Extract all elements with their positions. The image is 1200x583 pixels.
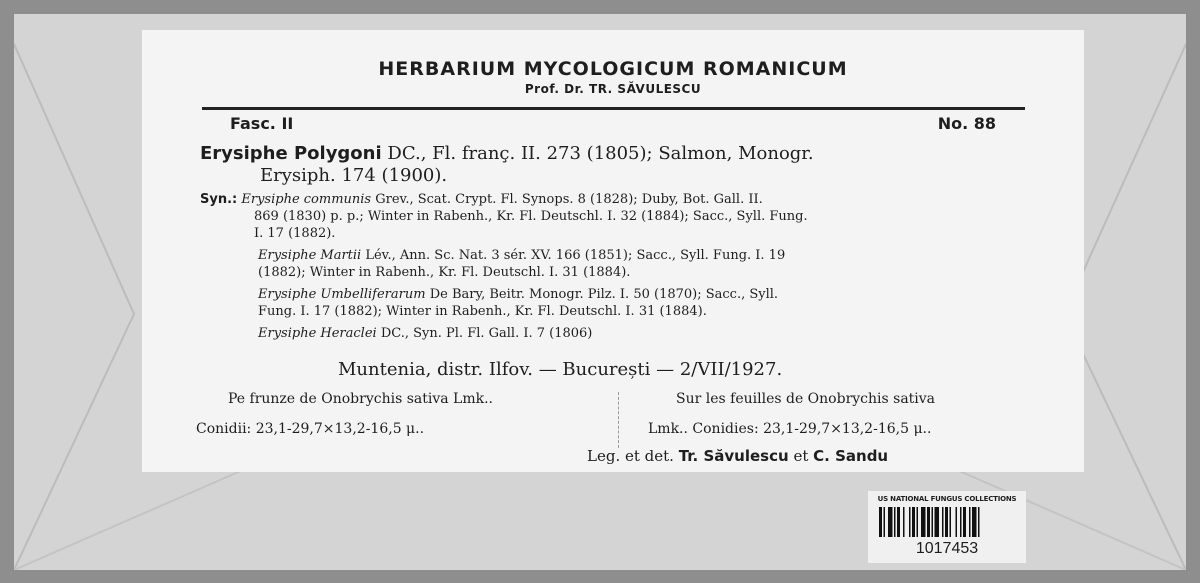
host-romanian: Pe frunze de Onobrychis sativa Lmk.. (228, 391, 493, 407)
species-citation: DC., Fl. franç. II. 273 (1805); Salmon, Monogr. (387, 143, 814, 164)
specimen-label (142, 30, 1084, 472)
herbarium-title: HERBARIUM MYCOLOGICUM ROMANICUM (378, 58, 848, 80)
species-citation-continued: Erysiph. 174 (1900). (260, 165, 448, 186)
synonym-4-name: Erysiphe Heraclei (258, 326, 377, 341)
synonym-2-line-2: (1882); Winter in Rabenh., Kr. Fl. Deutschl. I. 31 (1884). (258, 265, 631, 280)
synonym-3-line-1: Erysiphe Umbelliferarum De Bary, Beitr. Monogr. Pilz. I. 50 (1870); Sacc., Syll. (258, 287, 779, 302)
barcode-caption: US NATIONAL FUNGUS COLLECTIONS (877, 495, 1017, 503)
collector-2: C. Sandu (813, 447, 889, 465)
conidia-romanian: Conidii: 23,1-29,7×13,2-16,5 μ.. (196, 421, 425, 437)
conidia-french: Lmk.. Conidies: 23,1-29,7×13,2-16,5 μ.. (648, 421, 932, 437)
synonym-1-line-1: Syn.: Erysiphe communis Grev., Scat. Crypt. Fl. Synops. 8 (1828); Duby, Bot. Gall. II. (200, 192, 763, 207)
fascicle-label: Fasc. II (230, 114, 294, 133)
species-name: Erysiphe Polygoni (200, 143, 382, 164)
species-line (200, 143, 814, 164)
curator-name: Prof. Dr. TR. SĂVULESCU (524, 82, 702, 96)
synonym-2-line-1: Erysiphe Martii Lév., Ann. Sc. Nat. 3 sér. XV. 166 (1851); Sacc., Syll. Fung. I. 19 (258, 248, 786, 263)
synonyms-label: Syn.: (200, 192, 238, 207)
synonym-4-line-1: Erysiphe Heraclei DC., Syn. Pl. Fl. Gall. I. 7 (1806) (258, 326, 593, 341)
collector-1: Tr. Săvulescu (678, 447, 789, 465)
specimen-number: No. 88 (937, 114, 996, 133)
herbarium-envelope (14, 14, 1186, 570)
collectors-line: Leg. et det. Tr. Săvulescu et C. Sandu (587, 447, 889, 465)
host-french: Sur les feuilles de Onobrychis sativa (676, 391, 936, 407)
synonym-1-name: Erysiphe communis (241, 192, 372, 207)
synonym-1-line-2: 869 (1830) p. p.; Winter in Rabenh., Kr. Fl. Deutschl. I. 32 (1884); Sacc., Syll. Fung. (254, 209, 808, 224)
locality: Muntenia, distr. Ilfov. — București — 2/VII/1927. (338, 359, 783, 380)
header-rule (202, 107, 1025, 110)
synonym-2-name: Erysiphe Martii (258, 248, 362, 263)
column-divider (618, 392, 620, 448)
barcode-label (868, 491, 1026, 563)
synonym-1-line-3: I. 17 (1882). (254, 226, 336, 241)
synonym-3-name: Erysiphe Umbelliferarum (258, 287, 426, 302)
barcode-icon (879, 507, 1015, 537)
barcode-number: 1017453 (915, 540, 979, 557)
synonym-3-line-2: Fung. I. 17 (1882); Winter in Rabenh., Kr. Fl. Deutschl. I. 31 (1884). (258, 304, 707, 319)
